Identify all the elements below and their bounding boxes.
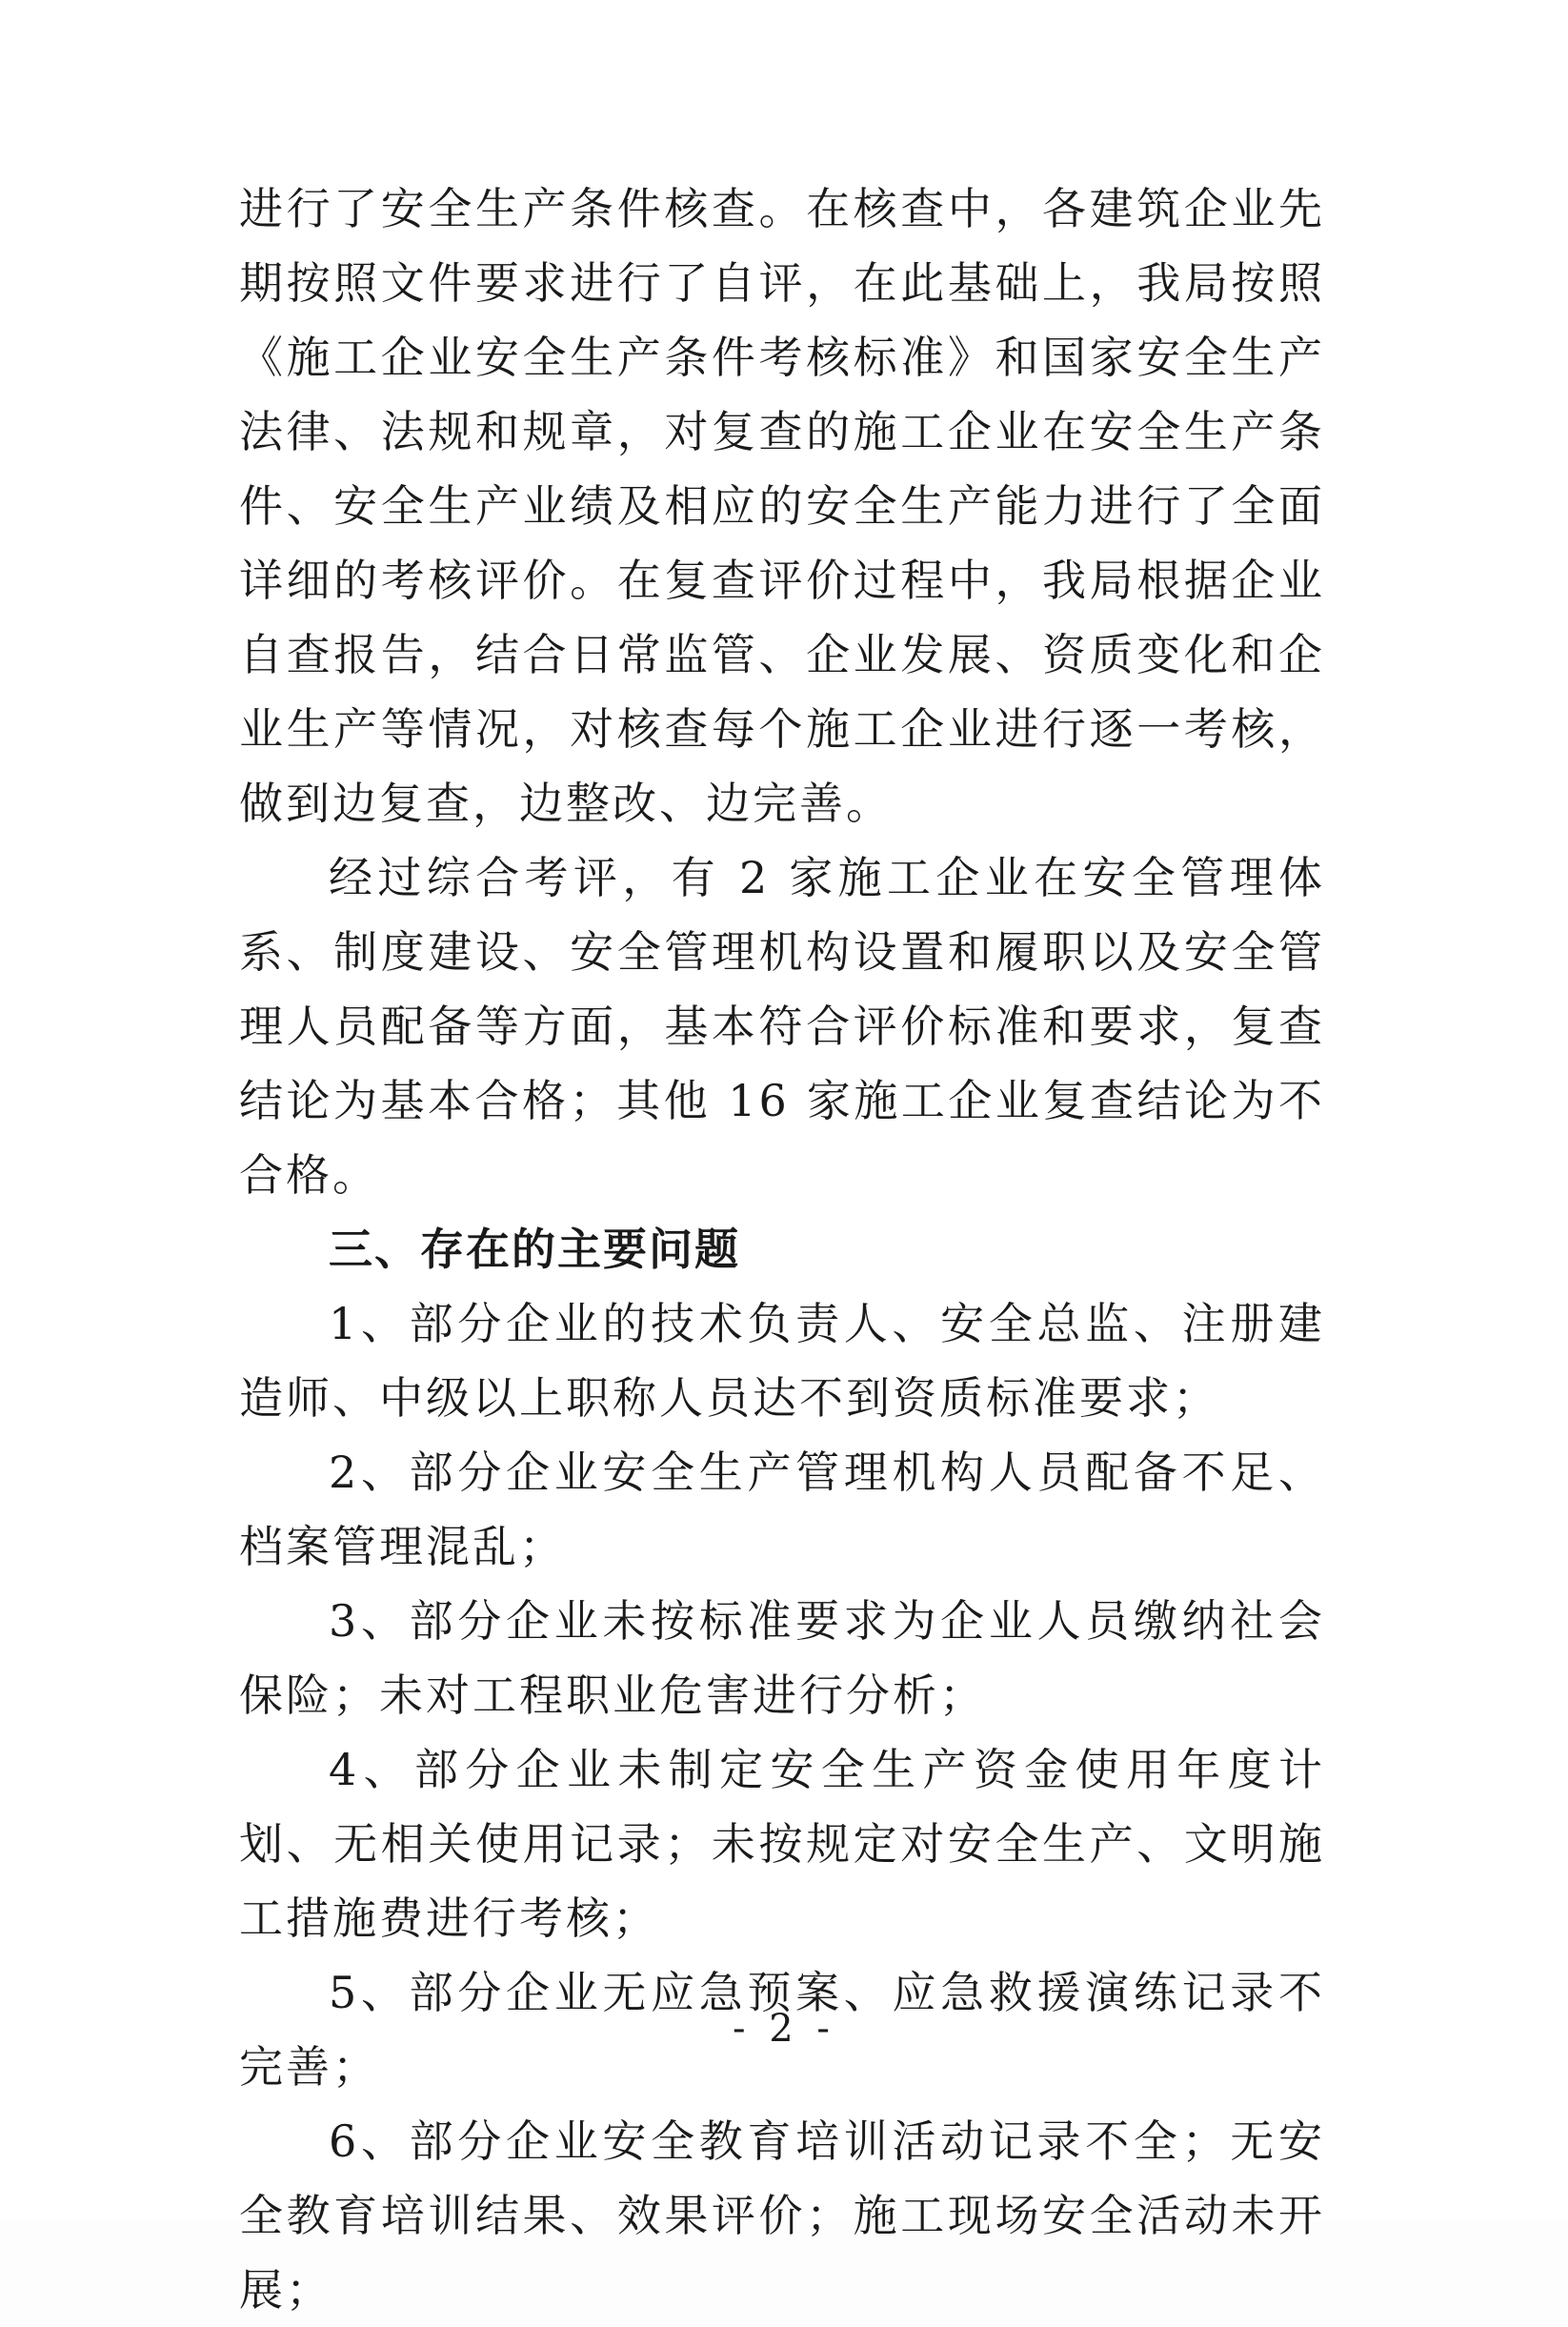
section-heading: 三、存在的主要问题 [329,1224,740,1275]
issue-item-6: 6、部分企业安全教育培训活动记录不全；无安全教育培训结果、效果评价；施工现场安全活动未开展； [239,2115,1325,2316]
issue-item-2: 2、部分企业安全生产管理机构人员配备不足、档案管理混乱； [239,1447,1325,1572]
issue-item-3: 3、部分企业未按标准要求为企业人员缴纳社会保险；未对工程职业危害进行分析； [239,1595,1325,1721]
issue-item-4: 4、部分企业未制定安全生产资金使用年度计划、无相关使用记录；未按规定对安全生产、文明施工措施费进行考核； [239,1744,1325,1944]
paragraph-continued: 进行了安全生产条件核查。在核查中，各建筑企业先期按照文件要求进行了自评，在此基础上，我局按照《施工企业安全生产条件考核标准》和国家安全生产法律、法规和规章，对复查的施工企业在安全生产条件、安全生产业绩及相应的安全生产能力进行了全面详细的考核评价。在复查评价过程中，我局根据企业自查报告，结合日常监管、企业发展、资质变化和企业生产等情况，对核查每个施工企业进行逐一考核，做到边复查，边整改、边完善。 [239,183,1325,829]
issue-item-5: 5、部分企业无应急预案、应急救援演练记录不完善； [239,1967,1325,2093]
page-number: - 2 - [733,2007,835,2051]
document-body [239,172,1325,2327]
issue-item-1: 1、部分企业的技术负责人、安全总监、注册建造师、中级以上职称人员达不到资质标准要求； [239,1298,1325,1424]
paragraph-evaluation-result: 经过综合考评，有 2 家施工企业在安全管理体系、制度建设、安全管理机构设置和履职以及安全管理人员配备等方面，基本符合评价标准和要求，复查结论为基本合格；其他 16 家施工企业复查结论为不合格。 [239,852,1325,1201]
